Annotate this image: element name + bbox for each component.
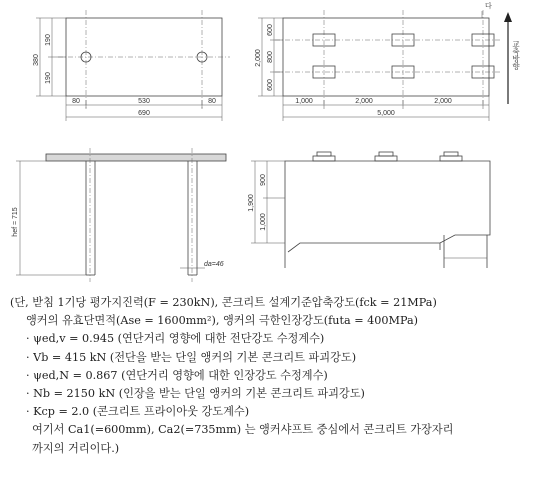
dim-label: 900 [260, 174, 267, 186]
dim-label: 600 [267, 79, 274, 91]
dim-total: 690 [138, 110, 150, 117]
pier-cap-profile [285, 161, 490, 268]
dim-label: 600 [267, 24, 274, 36]
pier-section [248, 152, 490, 268]
dim-label: 190 [45, 72, 52, 84]
direction-label: 교축방향 [511, 40, 521, 70]
dim-label: 80 [72, 98, 80, 105]
plan-view [33, 10, 230, 121]
embedment-depth-label: hef = 715 [12, 207, 19, 237]
bearing-pad [313, 156, 335, 161]
dim-label: 530 [138, 98, 150, 105]
dim-label: 2,000 [255, 49, 262, 67]
diameter-label: da=46 [204, 261, 224, 268]
note-line: 앵커의 유효단면적(Ase = 1600mm²), 앵커의 극한인장강도(futa = 400MPa) [26, 314, 419, 328]
bearing-pad [440, 156, 462, 161]
note-line: · Vb = 415 kN (전단을 받는 단일 앵커의 기본 콘크리트 파괴강도) [26, 350, 357, 364]
dim-label: 1,900 [248, 194, 255, 212]
anchor-elevation [12, 148, 226, 282]
note-line: 여기서 Ca1(=600mm), Ca2(=735mm) 는 앵커샤프트 중심에서 콘크리트 가장자리 [32, 423, 454, 437]
note-line: 까지의 거리이다.) [32, 441, 120, 455]
top-view [255, 1, 521, 121]
dim-label: 2,000 [355, 98, 373, 105]
base-plate [46, 154, 226, 161]
note-line: · ψed,N = 0.867 (연단거리 영향에 대한 인장강도 수정계수) [26, 368, 328, 382]
note-line: · ψed,v = 0.945 (연단거리 영향에 대한 전단강도 수정계수) [26, 332, 325, 346]
dim-label: 2,000 [434, 98, 452, 105]
note-line: · Kcp = 2.0 (콘크리트 프라이아웃 강도계수) [26, 405, 250, 419]
note-line: · Nb = 2150 kN (인장을 받는 단일 앵커의 기본 콘크리트 파괴강도) [26, 387, 365, 401]
note-line: (단, 받침 1기당 평가지진력(F = 230kN), 콘크리트 설계기준압축강도(fck = 21MPa) [10, 296, 437, 309]
arrow-head-icon [504, 12, 512, 22]
dim-label: 1,000 [260, 213, 267, 231]
bearing-pad [375, 156, 397, 161]
dim-label: 1,000 [295, 98, 313, 105]
pier-cap-outline [283, 18, 489, 96]
dim-label: 80 [208, 98, 216, 105]
conditions-text [10, 294, 530, 458]
dim-label: 800 [267, 51, 274, 63]
dim-label: 190 [45, 34, 52, 46]
dim-label: 380 [33, 54, 40, 66]
section-mark: 다 [485, 3, 492, 10]
dim-total: 5,000 [377, 110, 395, 117]
